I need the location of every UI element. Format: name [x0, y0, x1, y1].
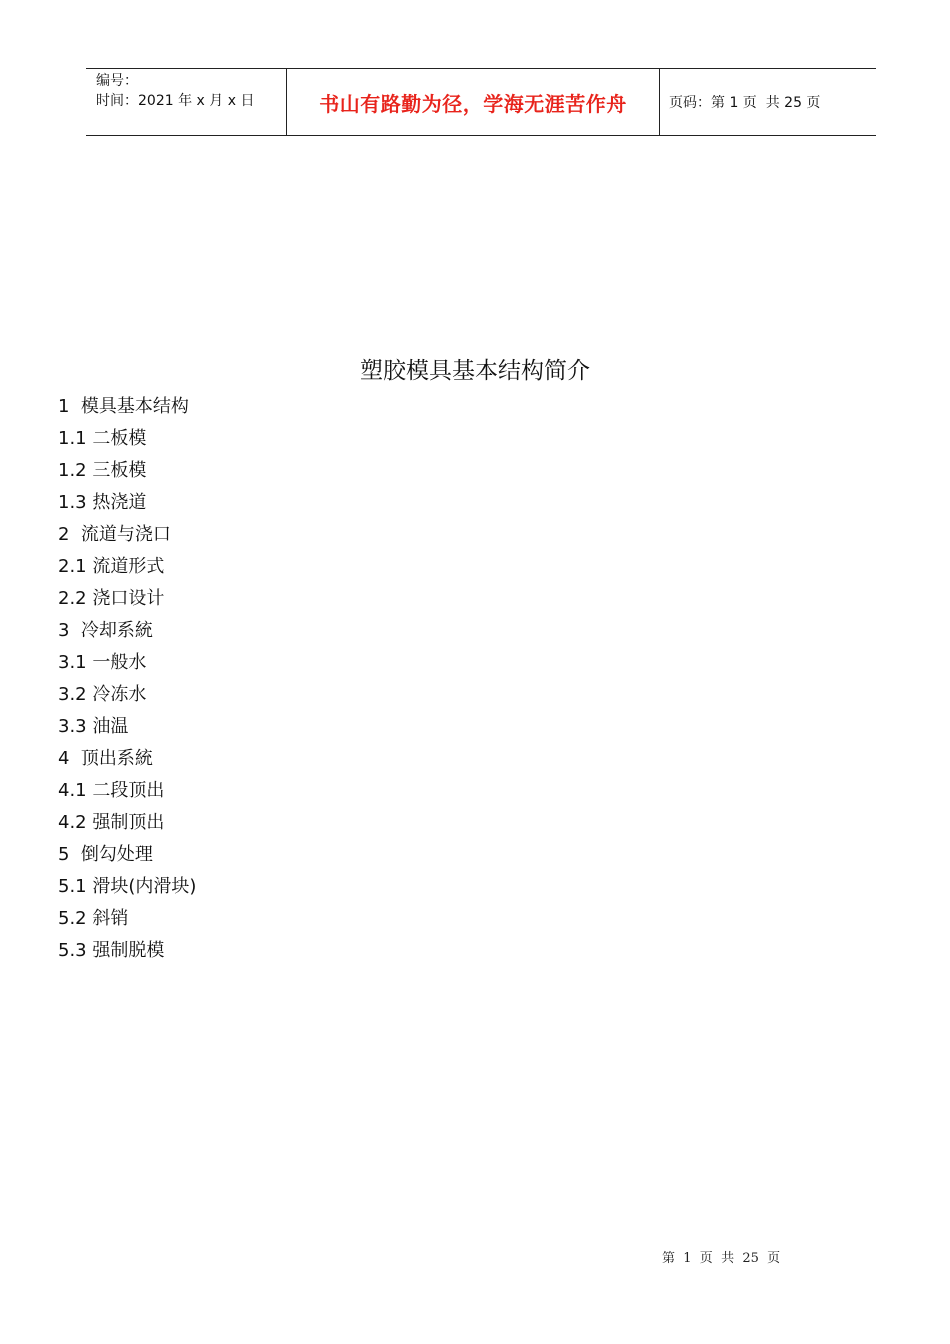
toc-item: 2 流道与浇口 — [58, 524, 171, 545]
serial-number-label: 编号： — [96, 73, 138, 89]
header-motto-cell — [287, 69, 660, 135]
toc-item: 5.1 滑块(内滑块) — [58, 876, 197, 897]
toc-item: 3.3 油温 — [58, 716, 129, 737]
toc-item: 3.1 一般水 — [58, 652, 147, 673]
toc-item: 1.2 三板模 — [58, 460, 147, 481]
toc-item: 5.3 强制脱模 — [58, 940, 165, 961]
document-title: 塑胶模具基本结构简介 — [360, 358, 590, 384]
motto-text: 书山有路勤为径，学海无涯苦作舟 — [319, 91, 627, 116]
date-label: 时间：2021 年 x 月 x 日 — [96, 93, 255, 109]
toc-item: 4 顶出系統 — [58, 748, 153, 769]
toc-item: 3 冷却系統 — [58, 620, 153, 641]
toc-item: 4.1 二段顶出 — [58, 780, 165, 801]
toc-item: 2.1 流道形式 — [58, 556, 165, 577]
header-meta-cell — [86, 69, 287, 135]
header-page-cell — [660, 69, 876, 135]
toc-item: 1 模具基本结构 — [58, 396, 189, 417]
toc-item: 5 倒勾处理 — [58, 844, 153, 865]
toc-item: 2.2 浇口设计 — [58, 588, 165, 609]
table-of-contents — [58, 392, 196, 968]
page-footer: 第 1 页 共 25 页 — [662, 1251, 781, 1266]
toc-item: 1.1 二板模 — [58, 428, 147, 449]
toc-item: 3.2 冷冻水 — [58, 684, 147, 705]
toc-item: 1.3 热浇道 — [58, 492, 147, 513]
toc-item: 4.2 强制顶出 — [58, 812, 165, 833]
document-header — [86, 68, 876, 136]
header-page-info: 页码：第 1 页 共 25 页 — [669, 95, 821, 111]
toc-item: 5.2 斜销 — [58, 908, 129, 929]
